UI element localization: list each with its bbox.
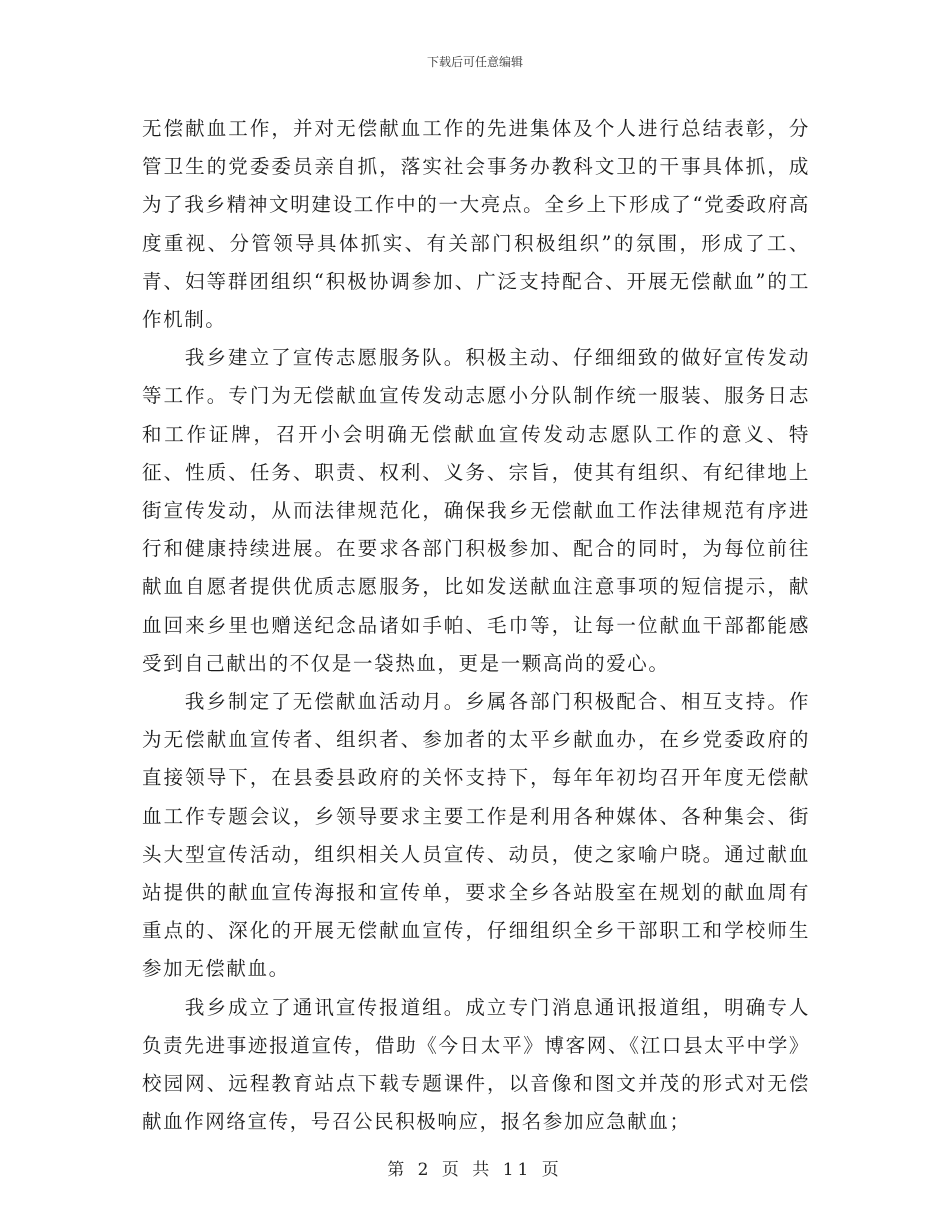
body-text (142, 110, 810, 1141)
paragraph-1: 无偿献血工作，并对无偿献血工作的先进集体及个人进行总结表彰，分管卫生的党委委员亲自抓，落实社会事务办教科文卫的干事具体抓，成为了我乡精神文明建设工作中的一大亮点。全乡上下形成了“党委政府高度重视、分管领导具体抓实、有关部门积极组织”的氛围，形成了工、青、妇等群团组织“积极协调参加、广泛支持配合、开展无偿献血”的工作机制。 (142, 117, 810, 332)
paragraph-3: 我乡制定了无偿献血活动月。乡属各部门积极配合、相互支持。作为无偿献血宣传者、组织者、参加者的太平乡献血办，在乡党委政府的直接领导下，在县委县政府的关怀支持下，每年年初均召开年度无偿献血工作专题会议，乡领导要求主要工作是利用各种媒体、各种集会、街头大型宣传活动，组织相关人员宣传、动员，使之家喻户晓。通过献血站提供的献血宣传海报和宣传单，要求全乡各站股室在规划的献血周有重点的、深化的开展无偿献血宣传，仔细组织全乡干部职工和学校师生参加无偿献血。 (142, 690, 810, 981)
paragraph-4: 我乡成立了通讯宣传报道组。成立专门消息通讯报道组，明确专人负责先进事迹报道宣传，借助《今日太平》博客网、《江口县太平中学》校园网、远程教育站点下载专题课件，以音像和图文并茂的形式对无偿献血作网络宣传，号召公民积极响应，报名参加应急献血； (142, 995, 810, 1134)
paragraph-2: 我乡建立了宣传志愿服务队。积极主动、仔细细致的做好宣传发动等工作。专门为无偿献血宣传发动志愿小分队制作统一服装、服务日志和工作证牌，召开小会明确无偿献血宣传发动志愿队工作的意义、特征、性质、任务、职责、权利、义务、宗旨，使其有组织、有纪律地上街宣传发动，从而法律规范化，确保我乡无偿献血工作法律规范有序进行和健康持续进展。在要求各部门积极参加、配合的同时，为每位前往献血自愿者提供优质志愿服务，比如发送献血注意事项的短信提示，献血回来乡里也赠送纪念品诸如手帕、毛巾等，让每一位献血干部都能感受到自己献出的不仅是一袋热血，更是一颗高尚的爱心。 (142, 346, 810, 675)
page-number-footer: 第 2 页 共 11 页 (387, 1160, 563, 1180)
page-header-note: 下载后可任意编辑 (426, 55, 523, 69)
